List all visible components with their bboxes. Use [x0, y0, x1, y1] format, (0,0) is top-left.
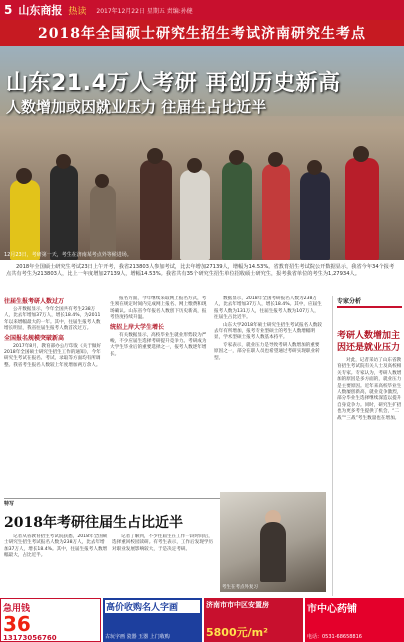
person-figure [10, 180, 40, 260]
column-paragraph: 2017年8月，教育部办公厅印发《关于做好2018年全国硕士研究生招生工作的通知》，今年研究生考试在报名、考试、录取等方面均有所调整。我省考生报名人数较上年度增加两万余人。 [4, 343, 102, 368]
person-figure [140, 160, 172, 260]
person-head [353, 146, 369, 162]
ad-calligraphy-sub: 古玩字画 瓷器 玉器 上门收购 [105, 634, 170, 640]
ad-housing-price: 5800元/m² [206, 626, 268, 639]
ad-loan-phone: 13173056760 [3, 634, 57, 642]
ad-loan-title: 急用钱 [3, 604, 31, 614]
column-paragraph: 数据显示，2018年全国考研报名人数为238万人，比去年增加37万人，增长18.4%。其中，应届生报考人数为131万人，往届生报考人数为107万人，往届生占比近半。 [214, 296, 322, 321]
section-name: 热读 [68, 6, 87, 17]
person-head [268, 152, 283, 167]
ad-calligraphy[interactable] [103, 598, 202, 642]
sidebar-title: 考研人数增加主因还是就业压力 [337, 331, 401, 353]
person-figure [300, 172, 330, 260]
ad-pharmacy[interactable] [305, 598, 404, 642]
column-paragraph: 记者从省教育招生考试院获悉，2018年全国硕士研究生招生考试报名人数为238万人，比去年增加37万人，增长18.4%。其中，往届生报考人数增幅最大，占比近半。 [4, 534, 108, 559]
person-head [16, 168, 32, 184]
section-tag: 特写 [4, 501, 15, 507]
person-head [229, 150, 244, 165]
person-figure [222, 162, 252, 260]
column-paragraph: 山东大学2018年硕士研究生招生考试报名人数较去年有所增加，报考专业型硕士的考生人数增幅明显，学术型硕士报考人数基本持平。 [214, 322, 322, 341]
masthead [0, 0, 404, 20]
person-figure [180, 170, 210, 260]
ad-pharmacy-sub: 电话：0531-68658816 [307, 634, 362, 640]
person-head [307, 160, 322, 175]
column-paragraph: 记者了解到，不少往届生在工作一段时间后，选择重回校园读研。有考生表示，工作后发现学历对职业发展影响较大，于是决定考研。 [112, 534, 214, 552]
person-figure [345, 158, 379, 260]
date-line: 2017年12月22日 星期五 责编:孙健 [96, 7, 193, 15]
person-head [147, 148, 163, 164]
photo2-caption: 考生在考点外复习 [222, 585, 258, 590]
article-column-5 [112, 534, 216, 594]
person-head [56, 154, 71, 169]
paper-name: 山东商报 [18, 4, 63, 17]
ad-loan-number: 36 [3, 612, 31, 636]
sidebar-body: 对此，记者采访了山东省教育招生考试院有关人士及高校相关专家。专家认为，考研人数增加的原因是多方面的，就业压力是主要原因。近年来高校毕业生人数屡创新高，就业竞争激烈，部分毕业生选择继续深造以提升自身竞争力。同时，研究生扩招也为更多考生提供了机会，“二战”“三战”考生数量也在增加。 [337, 358, 402, 421]
column-subhead: 全国报名规模突破新高 [4, 334, 65, 342]
main-headline: 山东21.4万人考研 再创历史新高 [6, 71, 341, 96]
column-paragraph: 公开数据显示，今年全国共有考生238万人，比去年增加37万人，增长18.4%，为2011年以来增幅最大的一年。其中，往届生报考人数增长明显，我省往届生报考人数首次过万。 [4, 307, 101, 332]
secondary-headline: 2018年考研往届生占比近半 [4, 515, 183, 531]
ad-loan[interactable] [0, 598, 101, 642]
expert-sidebar [332, 296, 402, 596]
ad-housing-title: 济南市市中区安置房 [206, 601, 269, 609]
ad-pharmacy-title: 市中心药铺 [307, 604, 357, 615]
banner-text: 2018年全国硕士研究生招生考试济南研究生考点 [38, 26, 366, 42]
main-subheadline: 人数增加或因就业压力 往届生占比近半 [6, 98, 267, 116]
person-head [187, 158, 202, 173]
person-figure [90, 185, 116, 260]
lead-paragraph: 2018年全国硕士研究生考试23日上午开考，我省213803人参加考试，比去年增加27139人，增幅为14.53%。省教育招生考试院公开数据显示，我省今年34个报考点共有考生为213803人，比上一年度增加27139人，增幅14.53%。我省共有35个研究生招生单位招收硕士研究生，报考我省单位的考生为1,27934人。 [6, 264, 395, 278]
article-column-1 [4, 296, 104, 506]
person-head [95, 174, 109, 188]
person-figure [50, 165, 78, 260]
column-paragraph: 报名方面，今年继续采取网上报名方式，考生须在规定时间内完成网上报名、网上缴费和现场确认。山东省今年报名人数创下历史新高，报考热度持续升温。 [110, 296, 207, 321]
column-paragraph: 有关数据显示，高校毕业生就业形势较为严峻，不少应届生选择考研提升竞争力。考研成为大学生毕业后的重要选择之一，报考人数逐年增长。 [110, 332, 207, 357]
column-subhead: 统招上岸大学生增长 [110, 323, 165, 331]
column-paragraph: 专家表示，就业压力是导致考研人数增加的重要原因之一，部分在职人员也希望通过考研实现职业转型。 [214, 342, 320, 361]
article-column-2 [110, 296, 210, 486]
student-figure [260, 522, 286, 582]
photo-caption: 12月23日，考研第一天，考生在济南某考点外等候进场。 [4, 252, 132, 258]
person-figure [262, 164, 290, 260]
article-column-4 [4, 534, 108, 594]
hero-photo [0, 20, 404, 260]
ad-calligraphy-title: 高价收购名人字画 [105, 600, 200, 613]
student-photo [220, 492, 326, 592]
ad-strip [0, 598, 404, 642]
ad-housing[interactable] [204, 598, 303, 642]
article-column-3 [214, 296, 322, 486]
crowd-illustration [0, 140, 404, 260]
sidebar-label: 专家分析 [337, 296, 402, 308]
red-banner [0, 20, 404, 46]
page-number: 5 [4, 3, 13, 17]
column-subhead: 往届生报考研人数过万 [4, 298, 65, 305]
